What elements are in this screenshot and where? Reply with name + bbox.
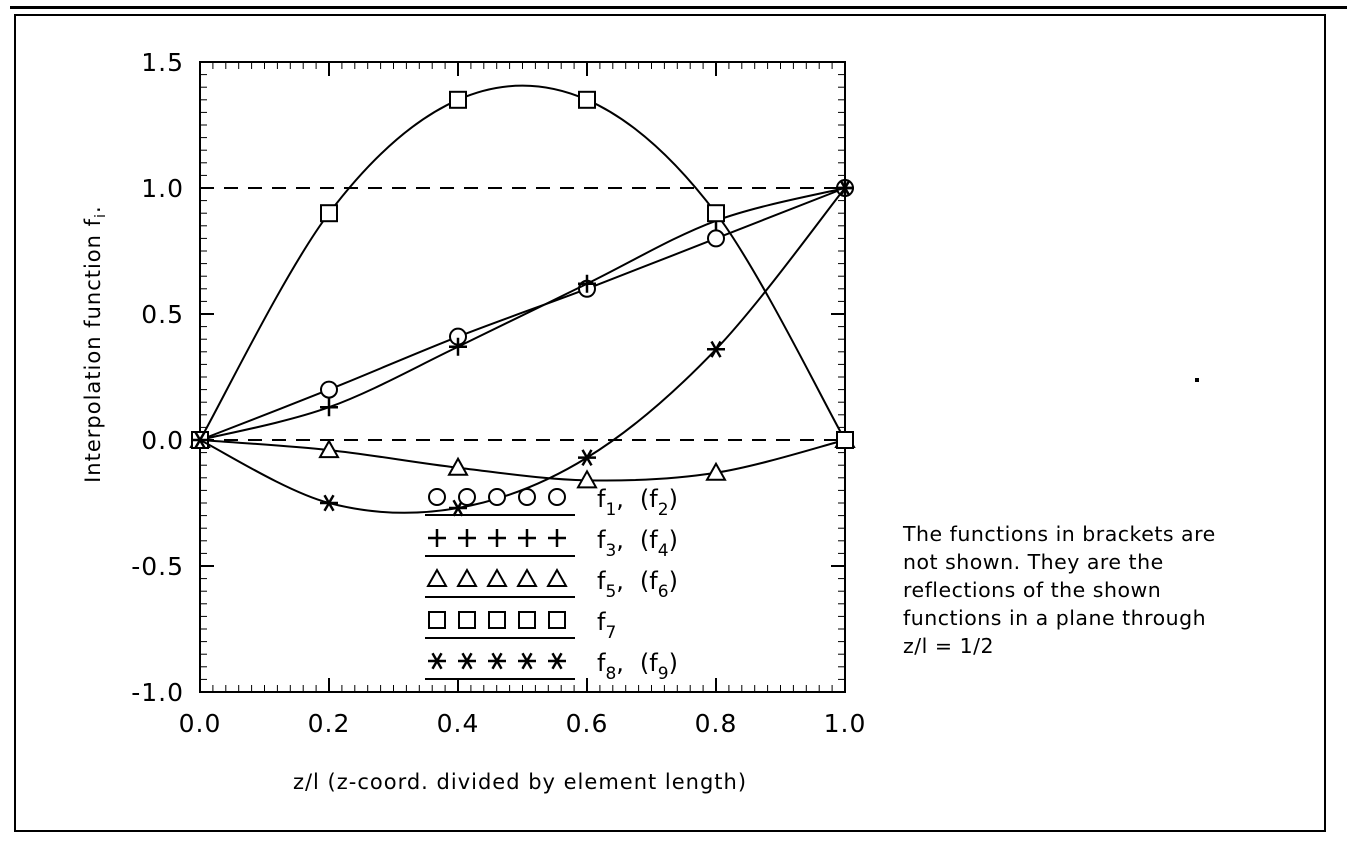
y-tick-label: -1.0 <box>131 678 184 707</box>
legend-label: $f_8$, $(f_9)$ <box>597 649 678 684</box>
x-tick-label: 0.0 <box>178 709 222 738</box>
marker-square <box>837 432 853 448</box>
y-axis-label <box>81 129 109 559</box>
series-line <box>200 440 845 481</box>
marker-triangle <box>488 570 506 586</box>
x-tick-label: 0.4 <box>436 709 480 738</box>
x-tick-label: 0.2 <box>307 709 351 738</box>
series-line <box>200 188 845 513</box>
y-axis-label-text: Interpolation function f <box>80 217 105 483</box>
marker-circle <box>519 489 535 505</box>
series-line <box>200 188 845 440</box>
marker-star <box>428 653 446 669</box>
marker-circle <box>708 230 724 246</box>
marker-square <box>549 612 565 628</box>
x-tick-label: 0.6 <box>565 709 609 738</box>
legend-label: $f_5$, $(f_6)$ <box>597 567 678 602</box>
marker-circle <box>321 382 337 398</box>
y-tick-label: 1.5 <box>141 48 184 77</box>
data-series <box>192 180 853 448</box>
y-tick-label: 0.0 <box>141 426 184 455</box>
marker-star <box>320 495 338 511</box>
legend-label: $f_7$ <box>597 608 617 643</box>
marker-star <box>458 653 476 669</box>
marker-triangle <box>518 570 536 586</box>
marker-square <box>579 92 595 108</box>
data-series <box>192 86 853 448</box>
x-tick-label: 0.8 <box>694 709 738 738</box>
marker-circle <box>549 489 565 505</box>
x-axis-label: z/l (z-coord. divided by element length) <box>292 770 748 794</box>
y-axis-label-tail: . <box>80 205 105 213</box>
data-series <box>191 179 854 449</box>
y-axis-label-subscript: i <box>93 212 110 218</box>
marker-triangle <box>548 570 566 586</box>
marker-square <box>708 205 724 221</box>
marker-square <box>519 612 535 628</box>
series-line <box>200 86 845 440</box>
marker-triangle <box>428 570 446 586</box>
legend-label: $f_1$, $(f_2)$ <box>597 485 678 520</box>
chart-legend <box>425 485 678 684</box>
marker-square <box>450 92 466 108</box>
marker-star <box>488 653 506 669</box>
marker-circle <box>429 489 445 505</box>
marker-star <box>578 450 596 466</box>
marker-star <box>518 653 536 669</box>
marker-circle <box>489 489 505 505</box>
marker-square <box>459 612 475 628</box>
marker-star <box>548 653 566 669</box>
y-tick-label: 1.0 <box>141 174 184 203</box>
marker-square <box>429 612 445 628</box>
marker-triangle <box>458 570 476 586</box>
legend-label: $f_3$, $(f_4)$ <box>597 526 678 561</box>
y-tick-label: 0.5 <box>141 300 184 329</box>
y-tick-label: -0.5 <box>131 552 184 581</box>
x-tick-label: 1.0 <box>823 709 867 738</box>
marker-circle <box>459 489 475 505</box>
side-note: The functions in brackets are not shown. They are the reflections of the shown functions in a plane through z/l = 1/2 <box>903 522 1216 658</box>
marker-square <box>489 612 505 628</box>
marker-square <box>321 205 337 221</box>
